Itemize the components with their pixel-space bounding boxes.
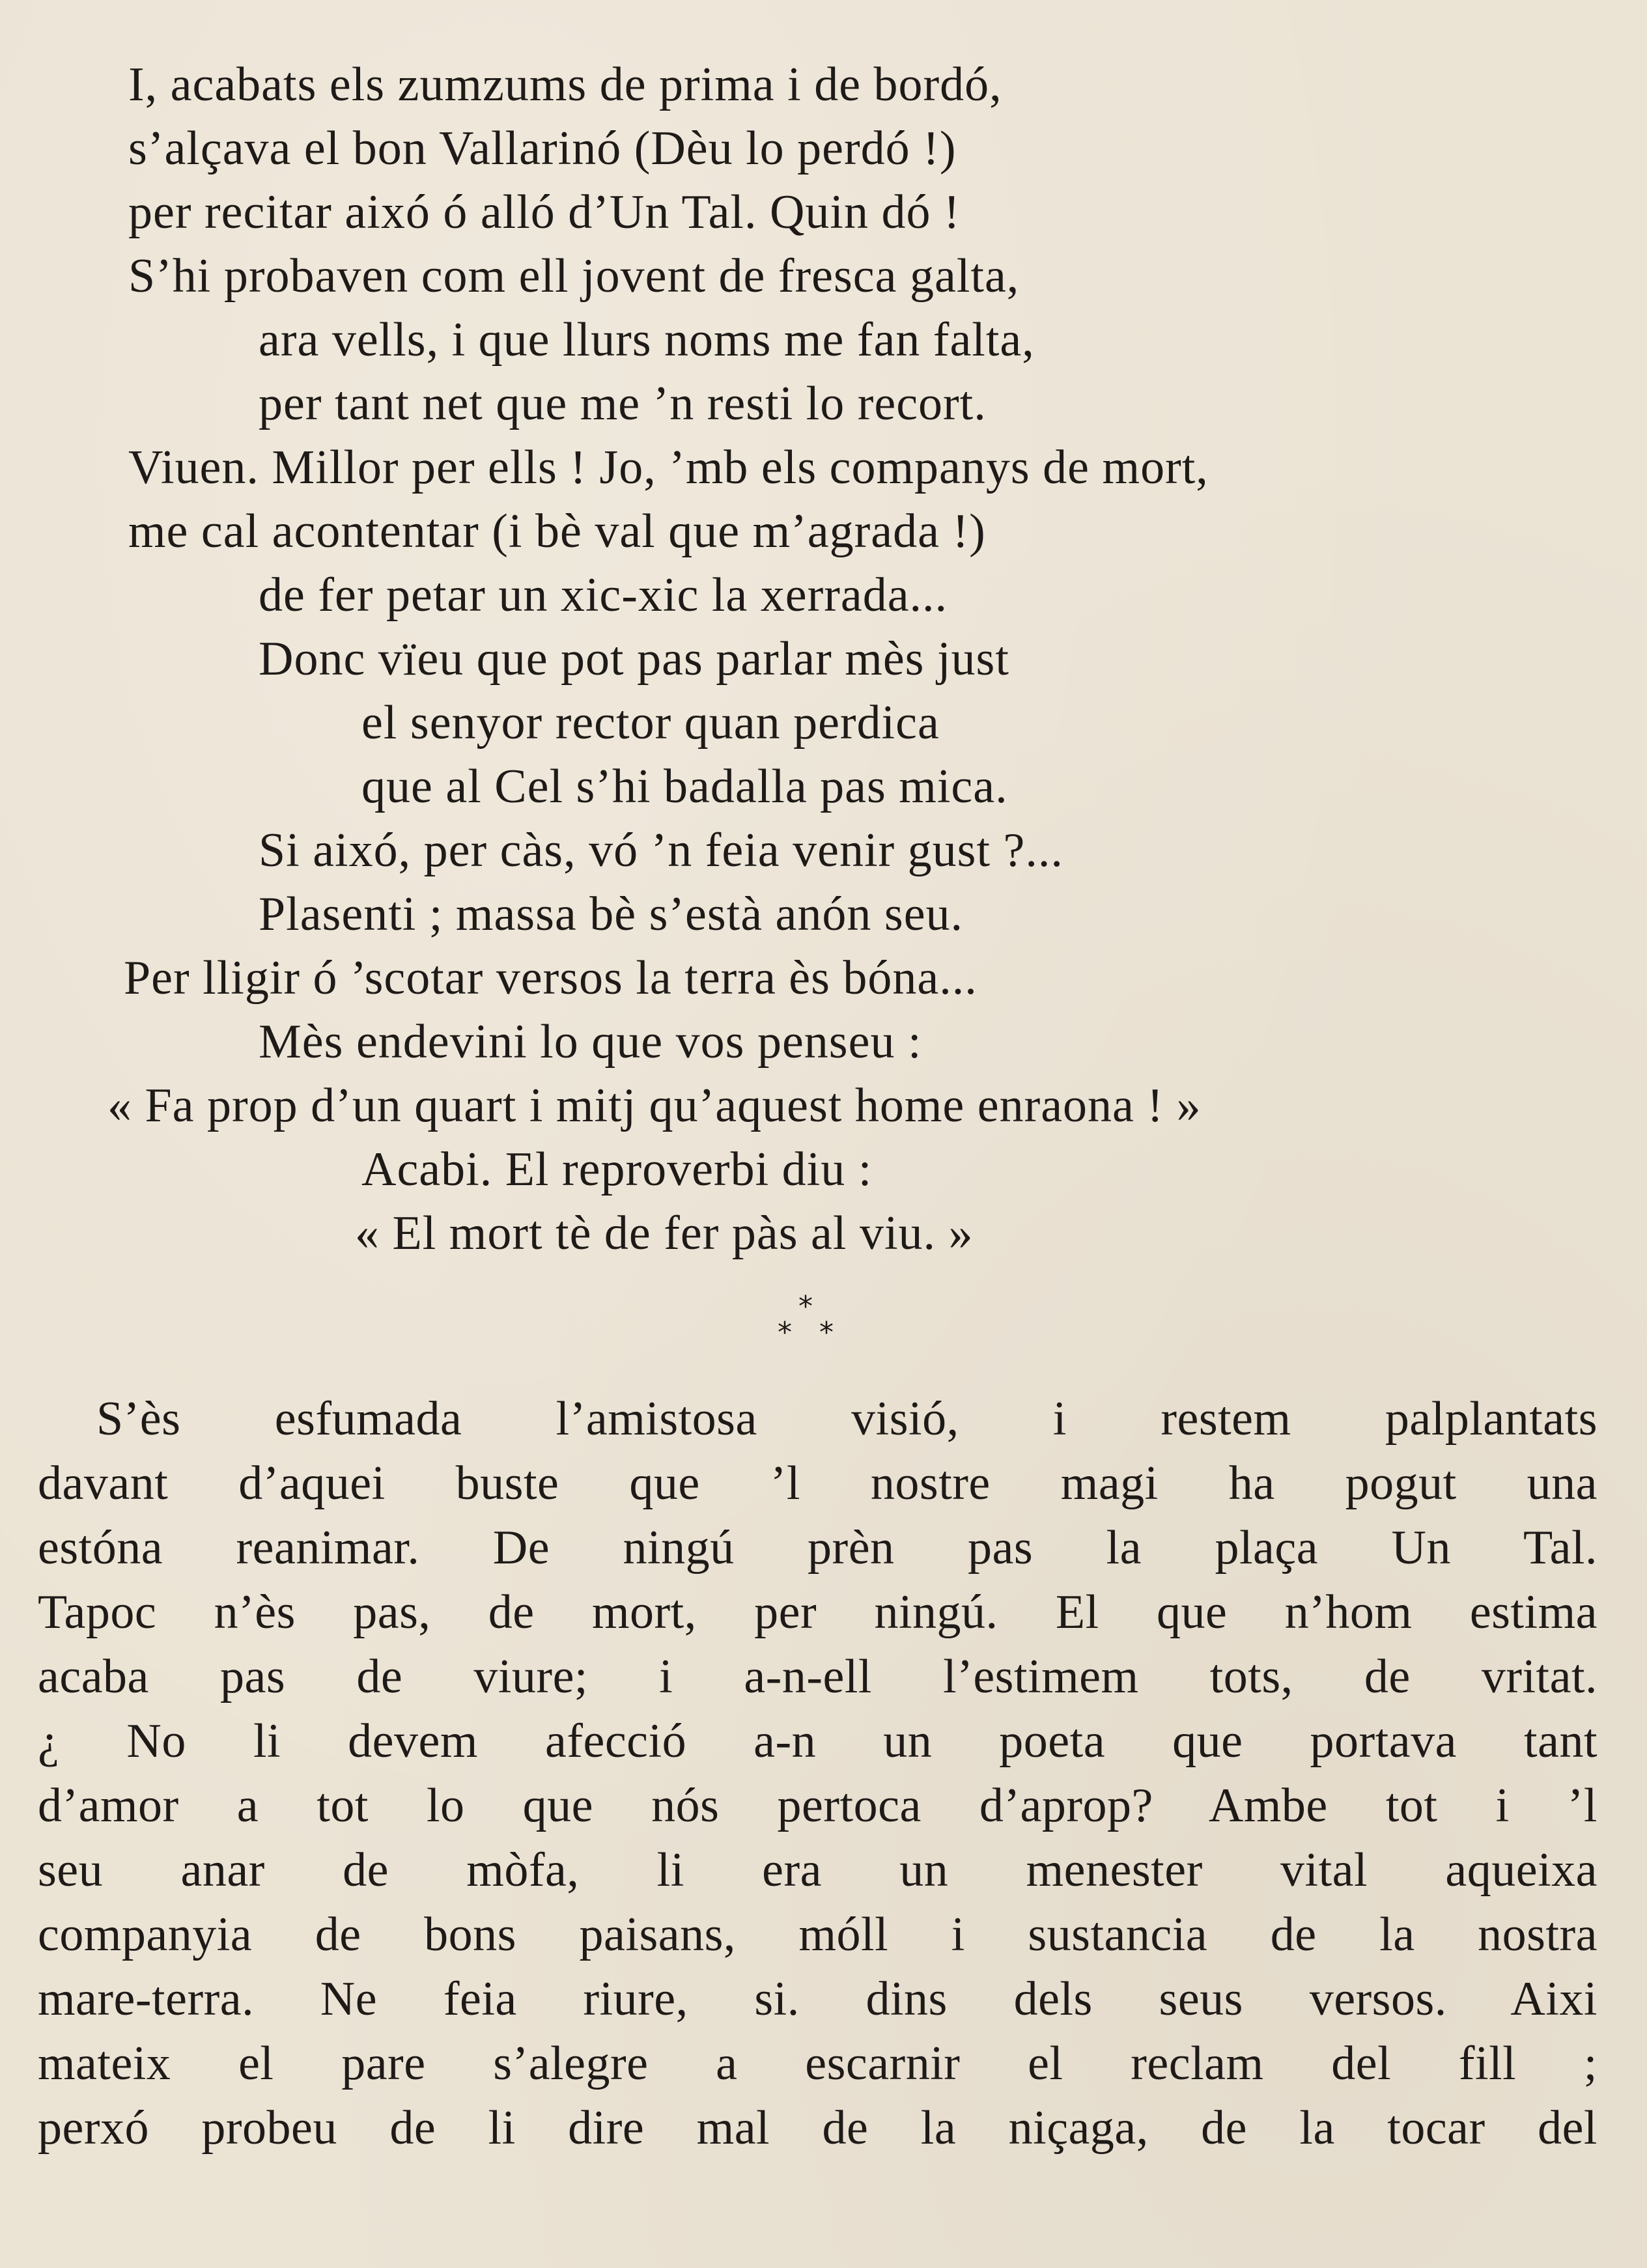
verse-line: Per lligir ó ’scotar versos la terra ès bóna... [124,951,978,1005]
verse-line: ara vells, i que llurs noms me fan falta, [259,313,1035,367]
prose-line: mare-terra. Ne feia riure, si. dins dels seus versos. Aixi [38,1972,1598,2026]
verse-line: Mès endevini lo que vos penseu : [259,1015,922,1069]
verse-line: « Fa prop d’un quart i mitj qu’aquest home enraona ! » [107,1079,1202,1132]
verse-line: el senyor rector quan perdica [361,696,940,749]
verse-line: Acabi. El reproverbi diu : [361,1143,873,1196]
verse-line: Plasenti ; massa bè s’està anón seu. [259,888,964,941]
prose-line: perxó probeu de li dire mal de la niçaga, de la tocar del [38,2101,1598,2155]
prose-line: ¿ No li devem afecció a-n un poeta que portava tant [38,1715,1598,1768]
separator-asterisk: * [798,1290,813,1323]
verse-line: Si aixó, per càs, vó ’n feia venir gust ?... [259,824,1063,877]
prose-line: davant d’aquei buste que ’l nostre magi ha pogut una [38,1457,1598,1510]
prose-line: acaba pas de viure; i a-n-ell l’estimem tots, de vritat. [38,1650,1598,1703]
verse-line: Donc vïeu que pot pas parlar mès just [259,632,1009,686]
prose-paragraph [38,1387,1598,2161]
verse-line: de fer petar un xic-xic la xerrada... [259,568,948,622]
verse-line: I, acabats els zumzums de prima i de bordó, [128,58,1002,111]
verse-line: Viuen. Millor per ells ! Jo, ’mb els companys de mort, [128,441,1209,494]
verse-line: per tant net que me ’n resti lo recort. [259,377,987,430]
verse-line: « El mort tè de fer pàs al viu. » [355,1207,974,1260]
verse-line: S’hi probaven com ell jovent de fresca galta, [128,249,1020,303]
prose-line: mateix el pare s’alegre a escarnir el reclam del fill ; [38,2037,1598,2090]
prose-line: d’amor a tot lo que nós pertoca d’aprop? Ambe tot i ’l [38,1779,1598,1832]
prose-line: companyia de bons paisans, móll i sustancia de la nostra [38,1908,1598,1961]
prose-line: S’ès esfumada l’amistosa visió, i restem palplantats [96,1392,1598,1446]
prose-line: estóna reanimar. De ningú prèn pas la plaça Un Tal. [38,1521,1598,1575]
separator-asterisk: * [819,1316,834,1349]
verse-line: me cal acontentar (i bè val que m’agrada !) [128,505,986,558]
prose-line: seu anar de mòfa, li era un menester vital aqueixa [38,1843,1598,1897]
verse-line: per recitar aixó ó alló d’Un Tal. Quin dó ! [128,186,961,239]
verse-line: s’alçava el bon Vallarinó (Dèu lo perdó !) [128,122,957,175]
section-separator [768,1290,847,1364]
separator-asterisk: * [778,1316,792,1349]
prose-line: Tapoc n’ès pas, de mort, per ningú. El que n’hom estima [38,1586,1598,1639]
verse-line: que al Cel s’hi badalla pas mica. [361,760,1008,813]
